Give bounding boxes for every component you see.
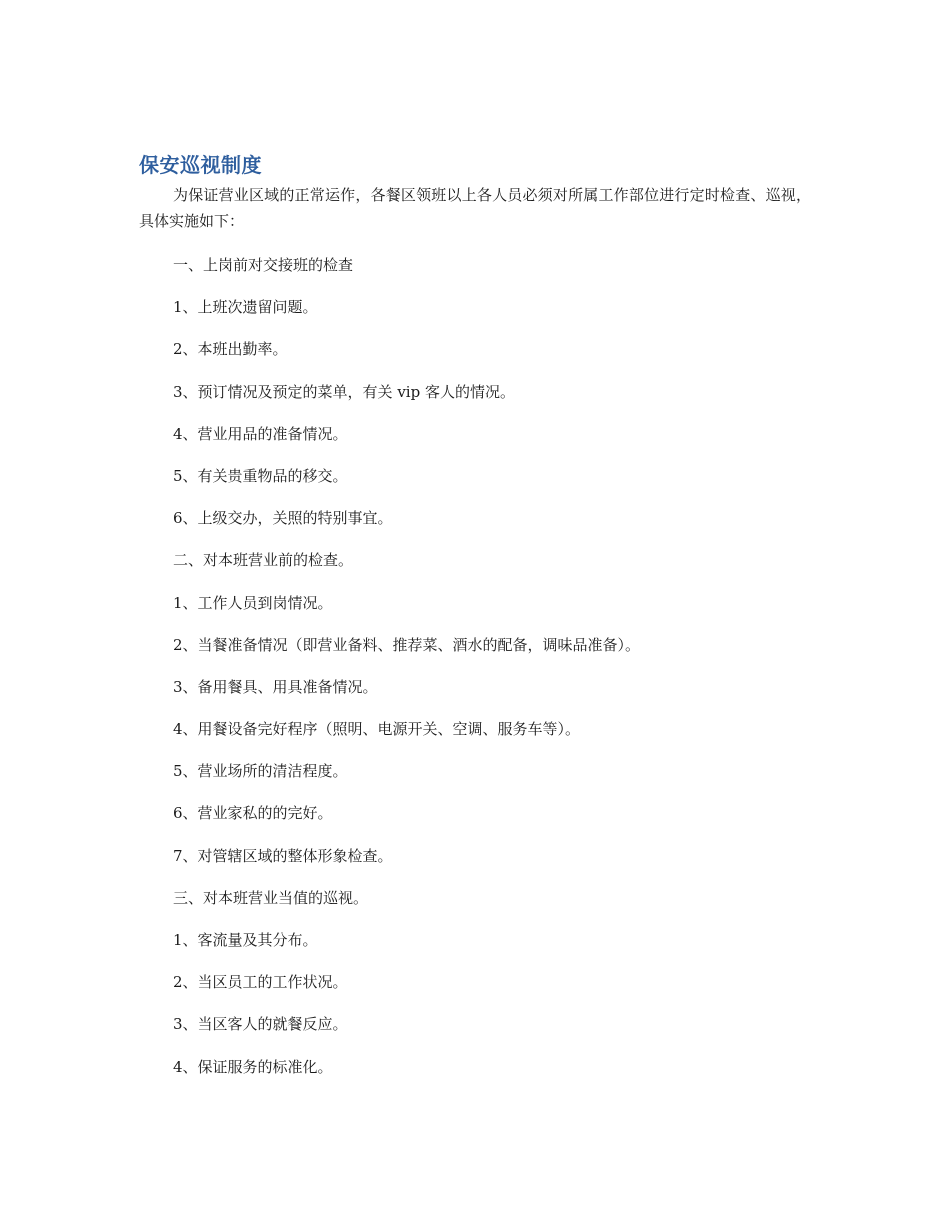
list-item: 4、保证服务的标准化。	[173, 1057, 333, 1076]
list-item: 1、工作人员到岗情况。	[173, 593, 333, 612]
section-heading-1: 一、上岗前对交接班的检查	[173, 256, 354, 274]
list-item: 1、客流量及其分布。	[173, 931, 318, 949]
list-item: 5、营业场所的清洁程度。	[173, 762, 348, 781]
list-item: 2、当餐准备情况（即营业备料、推荐菜、酒水的配备，调味品准备）。	[173, 635, 641, 654]
list-item: 4、营业用品的准备情况。	[173, 424, 348, 443]
list-item: 6、上级交办，关照的特别事宜。	[173, 509, 393, 528]
list-item: 6、营业家私的的完好。	[173, 804, 333, 823]
list-item: 2、当区员工的工作状况。	[173, 973, 348, 992]
section-heading-2: 二、对本班营业前的检查。	[173, 551, 354, 570]
list-item: 3、当区客人的就餐反应。	[173, 1015, 348, 1034]
document-title: 保安巡视制度	[139, 153, 262, 177]
section-heading-3: 三、对本班营业当值的巡视。	[173, 888, 369, 907]
list-item: 1、上班次遗留问题。	[173, 298, 318, 317]
checklist	[173, 252, 640, 1096]
list-item: 3、预订情况及预定的菜单，有关 vip 客人的情况。	[173, 382, 515, 401]
list-item: 4、用餐设备完好程序（照明、电源开关、空调、服务车等）。	[173, 720, 581, 739]
list-item: 5、有关贵重物品的移交。	[173, 466, 348, 485]
list-item: 3、备用餐具、用具准备情况。	[173, 677, 378, 696]
intro-paragraph: 为保证营业区域的正常运作，各餐区领班以上各人员必须对所属工作部位进行定时检查、巡视，具体实施如下：	[139, 186, 811, 230]
list-item: 7、对管辖区域的整体形象检查。	[173, 846, 393, 865]
list-item: 2、本班出勤率。	[173, 340, 288, 359]
